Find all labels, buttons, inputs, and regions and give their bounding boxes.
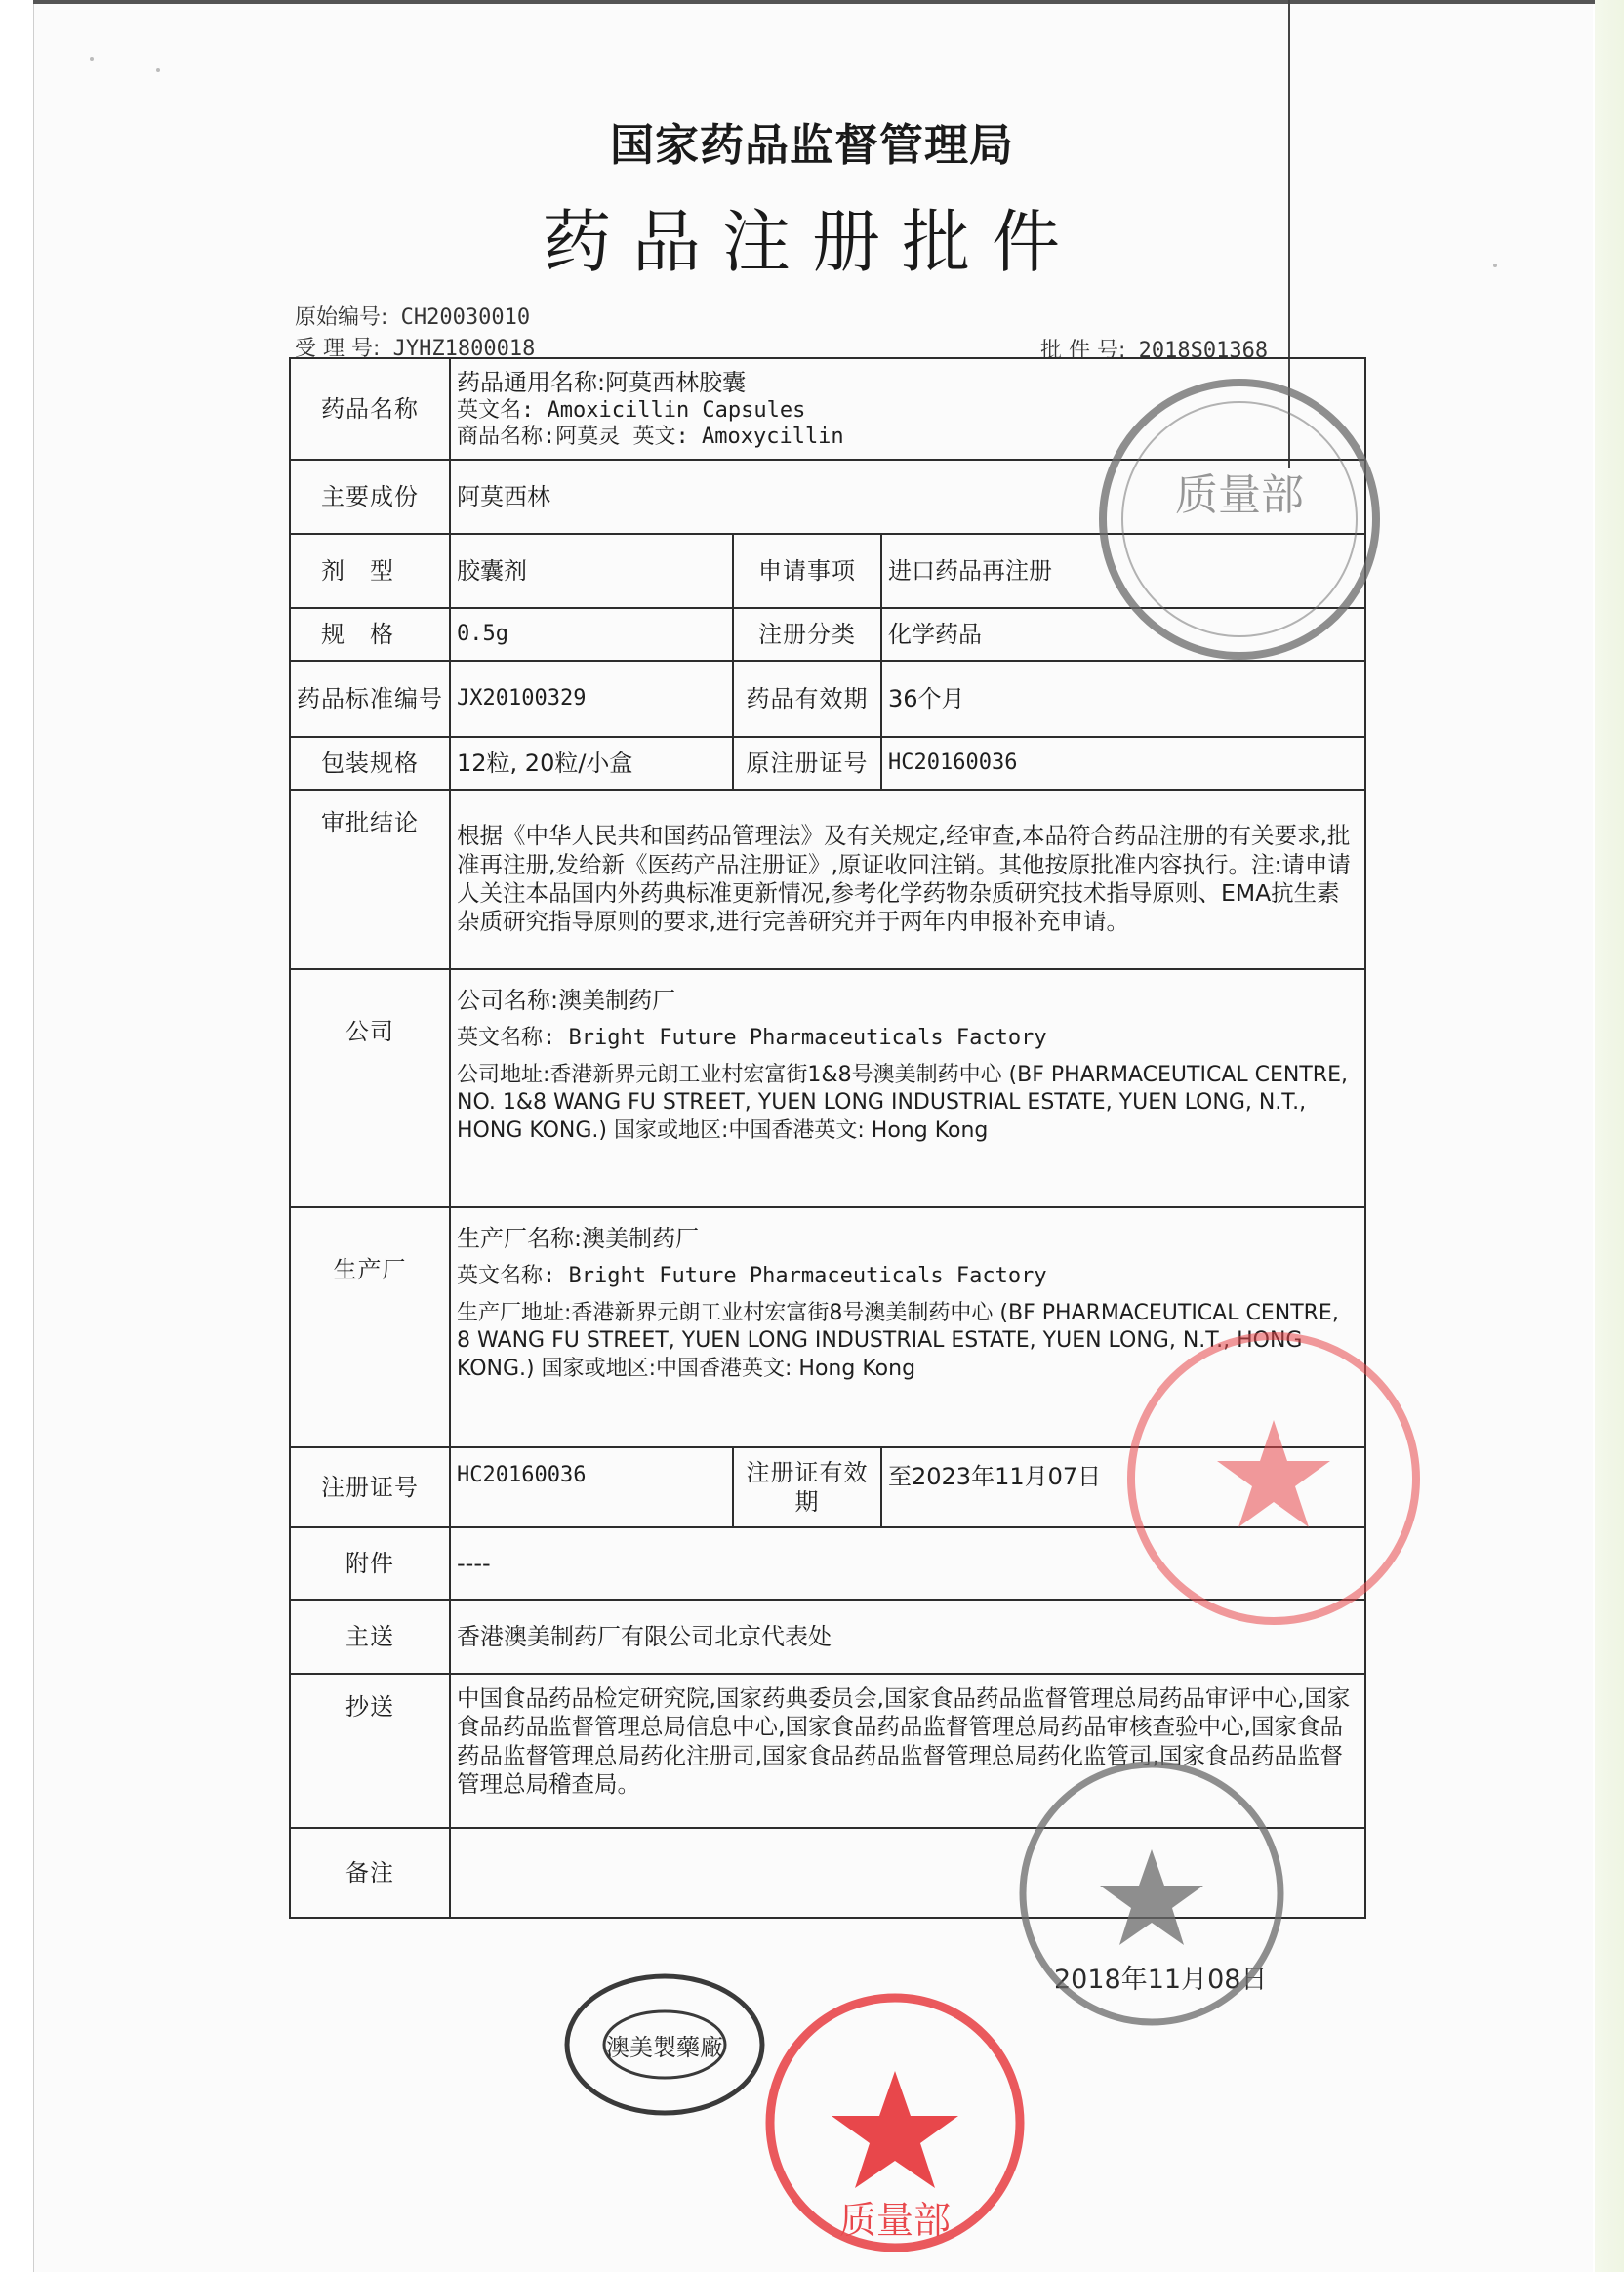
red-seal-middle	[1122, 1327, 1425, 1630]
copy-to-text: 中国食品药品检定研究院,国家药典委员会,国家食品药品监督管理总局药品审评中心,国家食品药品监督管理总局信息中心,国家食品药品监督管理总局药品审核查验中心,国家食品药品监督管理总局药化注册司,国家食品药品监督管理总局药化监管司,国家食品药品监督管理总局稽查局。	[450, 1674, 1365, 1828]
standard-number-label: 药品标准编号	[290, 661, 450, 737]
acceptance-number-label: 受 理 号:	[295, 337, 381, 361]
copy-to-label: 抄送	[290, 1674, 450, 1828]
attachment-value: ----	[450, 1527, 1365, 1600]
main-ingredient-label: 主要成份	[290, 460, 450, 534]
authority-name: 国家药品监督管理局	[609, 119, 1014, 171]
red-seal-dept: 质量部	[838, 2199, 952, 2242]
original-number-value: CH20030010	[400, 305, 531, 330]
issue-date: 2018年11月08日	[1054, 1965, 1268, 1995]
registration-number-label: 注册证号	[290, 1447, 450, 1527]
row-packaging	[290, 737, 1365, 790]
validity-value: 至2023年11月07日	[881, 1447, 1365, 1527]
acceptance-number-value: JYHZ1800018	[392, 337, 536, 361]
packaging-value: 12粒, 20粒/小盒	[450, 737, 733, 790]
specification-value: 0.5g	[450, 608, 733, 661]
scan-right-edge	[1595, 0, 1624, 2272]
attachment-label: 附件	[290, 1527, 450, 1600]
scan-top-edge	[33, 0, 1595, 4]
standard-number-value: JX20100329	[450, 661, 733, 737]
drug-english-name: 英文名: Amoxicillin Capsules	[457, 397, 806, 423]
specification-label-text: 规格	[321, 621, 419, 648]
scan-speck	[90, 57, 94, 61]
drug-trade-name: 商品名称:阿莫灵 英文: Amoxycillin	[457, 425, 844, 449]
dosage-form-label-text: 剂型	[321, 557, 419, 585]
remarks-label: 备注	[290, 1828, 450, 1918]
row-conclusion	[290, 790, 1365, 969]
scan-speck	[156, 68, 160, 72]
star-icon	[1217, 1420, 1330, 1527]
company-seal-oval	[562, 1971, 767, 2118]
main-recipient-value: 香港澳美制药厂有限公司北京代表处	[450, 1600, 1365, 1674]
registration-category-value: 化学药品	[881, 608, 1365, 661]
star-icon	[1100, 1849, 1203, 1945]
main-recipient-label: 主送	[290, 1600, 450, 1674]
manufacturer-label: 生产厂	[290, 1207, 450, 1447]
main-ingredient-value: 阿莫西林	[450, 460, 1365, 534]
original-number-label: 原始编号:	[295, 305, 388, 330]
manufacturer-name: 生产厂名称:澳美制药厂	[457, 1225, 700, 1252]
original-number	[295, 301, 530, 331]
application-item-value: 进口药品再注册	[881, 534, 1365, 608]
company-english-name: 英文名称: Bright Future Pharmaceuticals Factory	[457, 1026, 1047, 1050]
gray-seal-text: 质量部	[1175, 470, 1304, 520]
specification-label	[290, 608, 450, 661]
conclusion-label: 审批结论	[290, 790, 450, 969]
drug-name-label: 药品名称	[290, 358, 450, 460]
packaging-label: 包装规格	[290, 737, 450, 790]
approval-number-value: 2018S01368	[1138, 339, 1269, 363]
gray-seal-upper-right	[1093, 373, 1386, 666]
shelf-life-label: 药品有效期	[733, 661, 881, 737]
conclusion-text: 根据《中华人民共和国药品管理法》及有关规定,经审查,本品符合药品注册的有关要求,批准再注册,发给新《医药产品注册证》,原证收回注销。其他按原批准内容执行。注:请申请人关注本品国内外药典标准更新情况,参考化学药物杂质研究技术指导原则、EMA抗生素杂质研究指导原则的要求,进行完善研究并于两年内申报补充申请。	[450, 790, 1365, 969]
company-name: 公司名称:澳美制药厂	[457, 987, 676, 1014]
manufacturer-address: 生产厂地址:香港新界元朗工业村宏富街8号澳美制药中心 (BF PHARMACEUTICAL CENTRE, 8 WANG FU STREET, YUEN LONG INDUSTRIAL ESTATE, YUEN LONG, N.T., HONG KONG.) 国家或地区:中国香港英文: Hong Kong	[457, 1300, 1339, 1381]
company-seal-cn: 澳美製藥廠	[606, 2034, 723, 2061]
approval-number-label: 批 件 号:	[1040, 339, 1126, 363]
manufacturer-english-name: 英文名称: Bright Future Pharmaceuticals Factory	[457, 1264, 1047, 1288]
shelf-life-value: 36个月	[881, 661, 1365, 737]
star-icon	[832, 2071, 958, 2188]
validity-label: 注册证有效期	[733, 1447, 881, 1527]
drug-generic-name: 药品通用名称:阿莫西林胶囊	[457, 368, 747, 396]
registration-number-value: HC20160036	[450, 1447, 733, 1527]
original-registration-value: HC20160036	[881, 737, 1365, 790]
company-value	[450, 969, 1365, 1207]
nmpa-seal	[1015, 1757, 1288, 2030]
company-label: 公司	[290, 969, 450, 1207]
registration-category-label: 注册分类	[733, 608, 881, 661]
document-title: 药品注册批件	[543, 202, 1081, 282]
red-seal-bottom	[763, 1991, 1027, 2254]
row-standard-number	[290, 661, 1365, 737]
company-address: 公司地址:香港新界元朗工业村宏富街1&8号澳美制药中心 (BF PHARMACEUTICAL CENTRE, NO. 1&8 WANG FU STREET, YUEN LONG INDUSTRIAL ESTATE, YUEN LONG, N.T., HONG KONG.) 国家或地区:中国香港英文: Hong Kong	[457, 1062, 1348, 1143]
original-registration-label: 原注册证号	[733, 737, 881, 790]
row-company	[290, 969, 1365, 1207]
dosage-form-label	[290, 534, 450, 608]
application-item-label: 申请事项	[733, 534, 881, 608]
dosage-form-value: 胶囊剂	[450, 534, 733, 608]
